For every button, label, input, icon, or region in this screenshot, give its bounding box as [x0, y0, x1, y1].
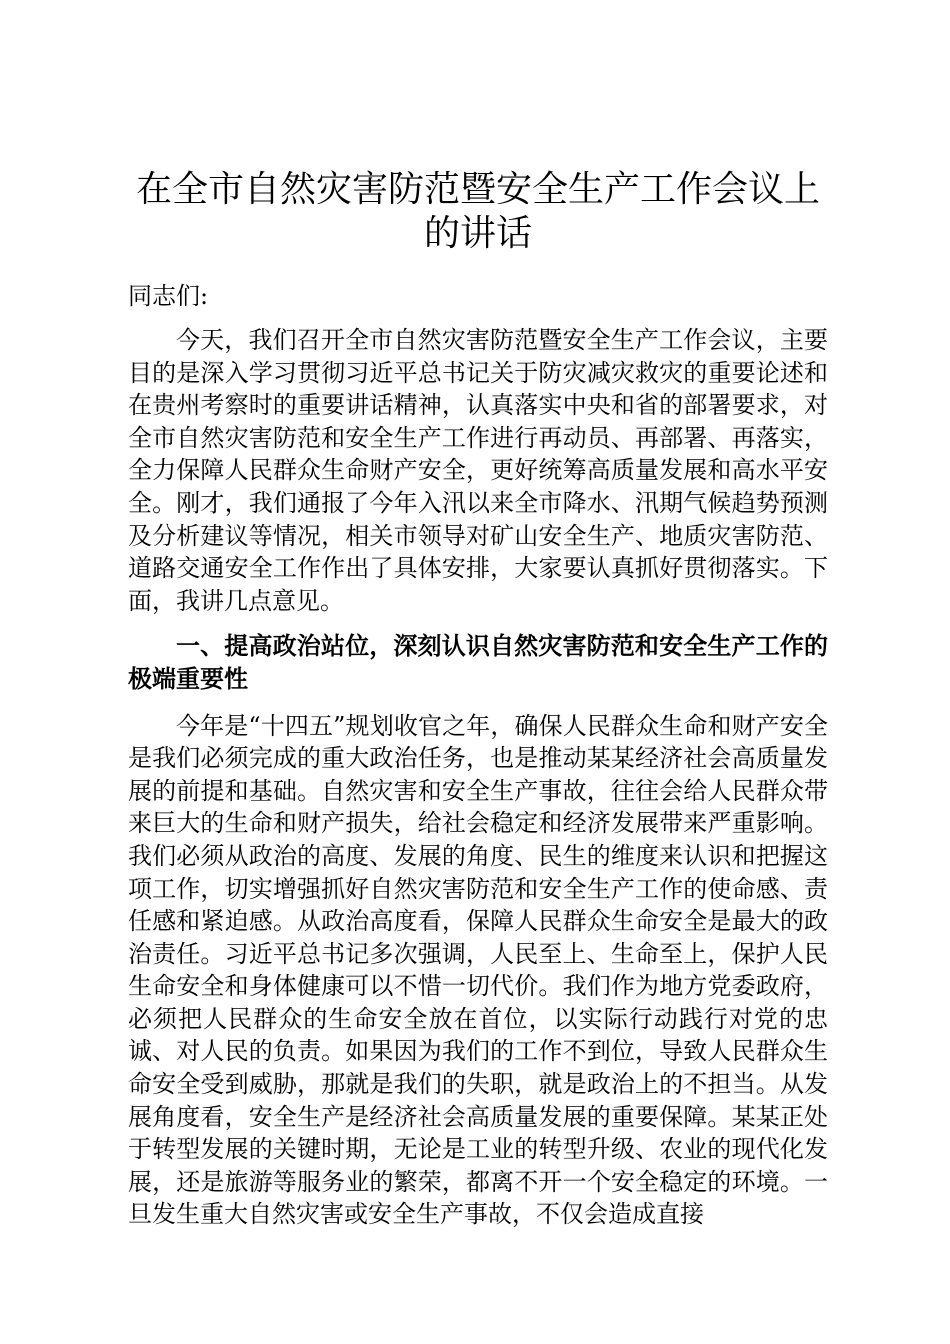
- document-title: 在全市自然灾害防范暨安全生产工作会议上的讲话: [135, 169, 820, 254]
- salutation: 同志们:: [128, 282, 209, 310]
- section-1-paragraph: 今年是“十四五”规划收官之年，确保人民群众生命和财产安全是我们必须完成的重大政治任务，也是推动某某经济社会高质量发展的前提和基础。自然灾害和安全生产事故，往往会给人民群众带来巨大的生命和财产损失，给社会稳定和经济发展带来严重影响。我们必须从政治的高度、发展的角度、民生的维度来认识和把握这项工作，切实增强抓好自然灾害防范和安全生产工作的使命感、责任感和紧迫感。从政治高度看，保障人民群众生命安全是最大的政治责任。习近平总书记多次强调，人民至上、生命至上，保护人民生命安全和身体健康可以不惜一切代价。我们作为地方党委政府，必须把人民群众的生命安全放在首位，以实际行动践行对党的忠诚、对人民的负责。如果因为我们的工作不到位，导致人民群众生命安全受到威胁，那就是我们的失职，就是政治上的不担当。从发展角度看，安全生产是经济社会高质量发展的重要保障。某某正处于转型发展的关键时期，无论是工业的转型升级、农业的现代化发展，还是旅游等服务业的繁荣，都离不开一个安全稳定的环境。一旦发生重大自然灾害或安全生产事故，不仅会造成直接: [128, 711, 828, 1229]
- document-page: [128, 0, 828, 1344]
- intro-paragraph: 今天，我们召开全市自然灾害防范暨安全生产工作会议，主要目的是深入学习贯彻习近平总书记关于防灾减灾救灾的重要论述和在贵州考察时的重要讲话精神，认真落实中央和省的部署要求，对全市自然灾害防范和安全生产工作进行再动员、再部署、再落实，全力保障人民群众生命财产安全，更好统筹高质量发展和高水平安全。刚才，我们通报了今年入汛以来全市降水、汛期气候趋势预测及分析建议等情况，相关市领导对矿山安全生产、地质灾害防范、道路交通安全工作作出了具体安排，大家要认真抓好贯彻落实。下面，我讲几点意见。: [128, 326, 828, 615]
- section-heading-1: 一、提高政治站位，深刻认识自然灾害防范和安全生产工作的极端重要性: [128, 631, 828, 693]
